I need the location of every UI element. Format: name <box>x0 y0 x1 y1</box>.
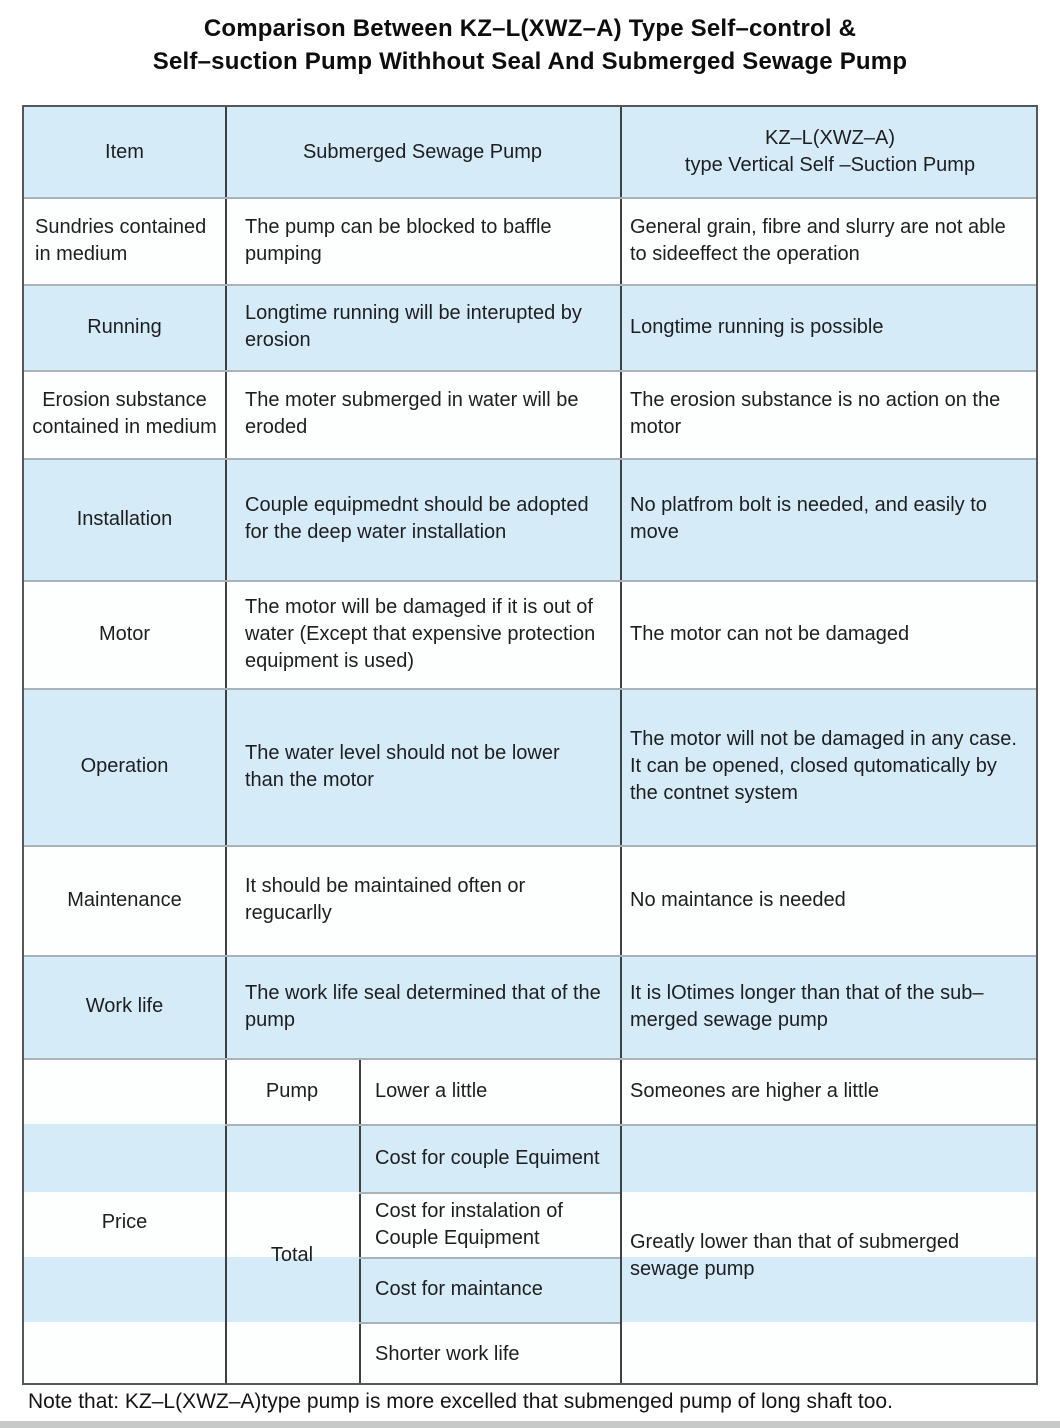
row-motor-kzl: The motor can not be damaged <box>630 622 910 645</box>
page-title <box>0 12 1060 78</box>
row-installation-item: Installation <box>76 507 173 530</box>
row-installation-submerged: Couple equipmednt should be adopted for the deep water installation <box>245 494 589 543</box>
header-submerged-pump: Submerged Sewage Pump <box>302 140 543 163</box>
grid-vline-col-a <box>225 107 227 1383</box>
page-title-line2: Self–suction Pump Withhout Seal And Submerged Sewage Pump <box>152 48 908 75</box>
footnote: Note that: KZ–L(XWZ–A)type pump is more excelled that submenged pump of long shaft too. <box>28 1390 893 1413</box>
price-total-label: Total <box>270 1244 314 1266</box>
row-worklife-kzl: It is lOtimes longer than that of the sub–merged sewage pump <box>630 981 984 1031</box>
row-maintenance-kzl: No maintance is needed <box>630 888 846 911</box>
row-operation-item: Operation <box>80 755 169 777</box>
row-worklife-item: Work life <box>85 995 164 1017</box>
price-pump-submerged: Lower a little <box>375 1079 488 1102</box>
price-total-shorter-work-life: Shorter work life <box>375 1343 520 1365</box>
grid-hline-r8 <box>24 1058 1036 1060</box>
row-installation-kzl: No platfrom bolt is needed, and easily to move <box>630 494 987 543</box>
row-erosion-kzl: The erosion substance is no action on the motor <box>630 389 1001 438</box>
row-operation-kzl: The motor will not be damaged in any case. It can be opened, closed qutomatically by the contnet system <box>630 728 1017 804</box>
price-total-cost-couple-equipment: Cost for couple Equiment <box>375 1146 600 1169</box>
grid-hline-r6 <box>24 845 1036 847</box>
grid-hline-r5 <box>24 688 1036 690</box>
grid-vline-price-sub <box>359 1058 361 1383</box>
row-sundries-submerged: The pump can be blocked to baffle pumping <box>245 215 552 265</box>
price-pump-kzl: Someones are higher a little <box>630 1079 880 1102</box>
comparison-table <box>22 105 1038 1385</box>
grid-hline-r7 <box>24 955 1036 957</box>
row-maintenance-submerged: It should be maintained often or regucarlly <box>245 875 526 924</box>
row-erosion-item: Erosion substance contained in medium <box>32 389 217 438</box>
row-motor-submerged: The motor will be damaged if it is out of water (Except that expensive protection equipment is used) <box>245 595 596 672</box>
header-kzl-line1: KZ–L(XWZ–A) <box>764 127 896 149</box>
header-kzl-pump <box>620 107 1040 197</box>
grid-vline-col-d <box>620 107 622 1383</box>
row-running-submerged: Longtime running will be interupted by erosion <box>245 302 582 351</box>
row-maintenance-item: Maintenance <box>67 888 182 911</box>
row-running-item: Running <box>87 315 162 338</box>
price-pump-label: Pump <box>265 1079 319 1102</box>
price-total-kzl: Greatly lower than that of submerged sewage pump <box>630 1230 960 1280</box>
row-erosion-submerged: The moter submerged in water will be eroded <box>245 389 579 438</box>
grid-hline-cost3 <box>359 1322 620 1324</box>
row-price-item: Price <box>101 1211 148 1233</box>
row-sundries-kzl: General grain, fibre and slurry are not able to sideeffect the operation <box>630 215 1006 265</box>
grid-hline-r4 <box>24 580 1036 582</box>
grid-hline-cost1 <box>359 1192 620 1194</box>
page-title-line1: Comparison Between KZ–L(XWZ–A) Type Self–control & <box>203 15 857 42</box>
header-item: Item <box>105 140 144 163</box>
grid-hline-r1 <box>24 284 1036 286</box>
price-total-cost-maintenance: Cost for maintance <box>375 1278 543 1300</box>
row-worklife-submerged: The work life seal determined that of the pump <box>245 981 601 1031</box>
grid-hline-r2 <box>24 370 1036 372</box>
grid-hline-pump-row <box>225 1124 1036 1126</box>
row-motor-item: Motor <box>98 622 151 645</box>
header-kzl-line2: type Vertical Self –Suction Pump <box>684 154 976 176</box>
bottom-divider <box>0 1421 1060 1428</box>
grid-hline-cost2 <box>359 1257 620 1259</box>
row-running-kzl: Longtime running is possible <box>630 315 884 338</box>
price-total-cost-installation: Cost for instalation of Couple Equipment <box>375 1199 563 1249</box>
row-sundries-item: Sundries contained in medium <box>35 215 207 265</box>
row-operation-submerged: The water level should not be lower than the motor <box>245 741 560 791</box>
grid-hline-r3 <box>24 458 1036 460</box>
grid-hline-header <box>24 197 1036 199</box>
